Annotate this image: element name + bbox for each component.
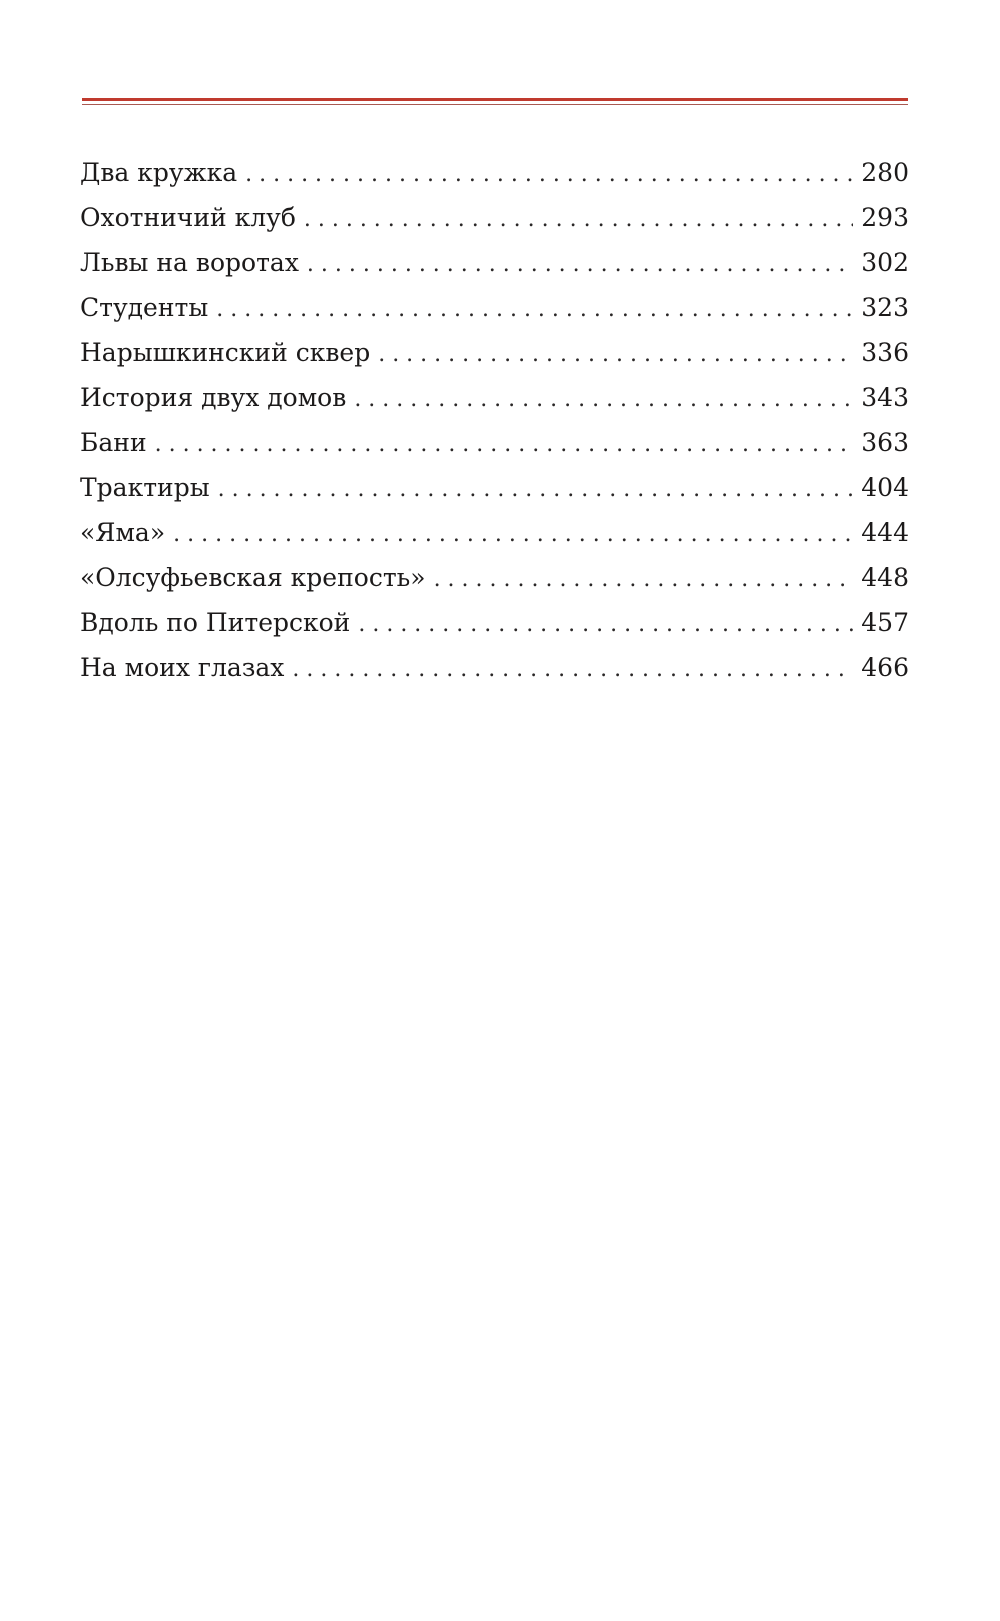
toc-title: Нарышкинский сквер	[80, 338, 371, 367]
dot-leader	[216, 287, 853, 332]
toc-entry[interactable]	[80, 195, 909, 240]
toc-title: Охотничий клуб	[80, 203, 296, 232]
toc-page-number: 448	[861, 563, 909, 592]
toc-entry[interactable]	[80, 375, 909, 420]
toc-entry[interactable]	[80, 600, 909, 645]
toc-title: Вдоль по Питерской	[80, 608, 351, 637]
dot-leader	[173, 512, 853, 557]
toc-title: «Яма»	[80, 518, 166, 547]
toc-title: Трактиры	[80, 473, 210, 502]
dot-leader	[378, 332, 853, 377]
header-rule	[82, 98, 908, 101]
toc-title: На моих глазах	[80, 653, 285, 682]
toc-page-number: 457	[861, 608, 909, 637]
toc-entry[interactable]	[80, 510, 909, 555]
toc-page-number: 323	[861, 293, 909, 322]
dot-leader	[354, 377, 853, 422]
header-rule-thin	[82, 104, 908, 105]
toc-title: Львы на воротах	[80, 248, 299, 277]
toc-entry[interactable]	[80, 240, 909, 285]
toc-page-number: 343	[861, 383, 909, 412]
dot-leader	[245, 152, 853, 197]
toc-page-number: 466	[861, 653, 909, 682]
dot-leader	[218, 467, 854, 512]
toc-entry[interactable]	[80, 420, 909, 465]
dot-leader	[358, 602, 853, 647]
toc-page-number: 336	[861, 338, 909, 367]
toc-title: Студенты	[80, 293, 209, 322]
toc-entry[interactable]	[80, 645, 909, 690]
toc-page-number: 280	[861, 158, 909, 187]
toc-page-number: 302	[861, 248, 909, 277]
toc-entry[interactable]	[80, 465, 909, 510]
dot-leader	[434, 557, 854, 602]
toc-entry[interactable]	[80, 555, 909, 600]
dot-leader	[307, 242, 853, 287]
table-of-contents	[80, 150, 909, 690]
toc-page-number: 293	[861, 203, 909, 232]
dot-leader	[304, 197, 853, 242]
toc-title: Два кружка	[80, 158, 238, 187]
toc-page-number: 404	[861, 473, 909, 502]
dot-leader	[155, 422, 854, 467]
toc-page-number: 444	[861, 518, 909, 547]
dot-leader	[292, 647, 853, 692]
toc-entry[interactable]	[80, 330, 909, 375]
toc-entry[interactable]	[80, 150, 909, 195]
toc-title: Бани	[80, 428, 147, 457]
toc-title: История двух домов	[80, 383, 347, 412]
toc-entry[interactable]	[80, 285, 909, 330]
toc-title: «Олсуфьевская крепость»	[80, 563, 426, 592]
toc-page-number: 363	[861, 428, 909, 457]
